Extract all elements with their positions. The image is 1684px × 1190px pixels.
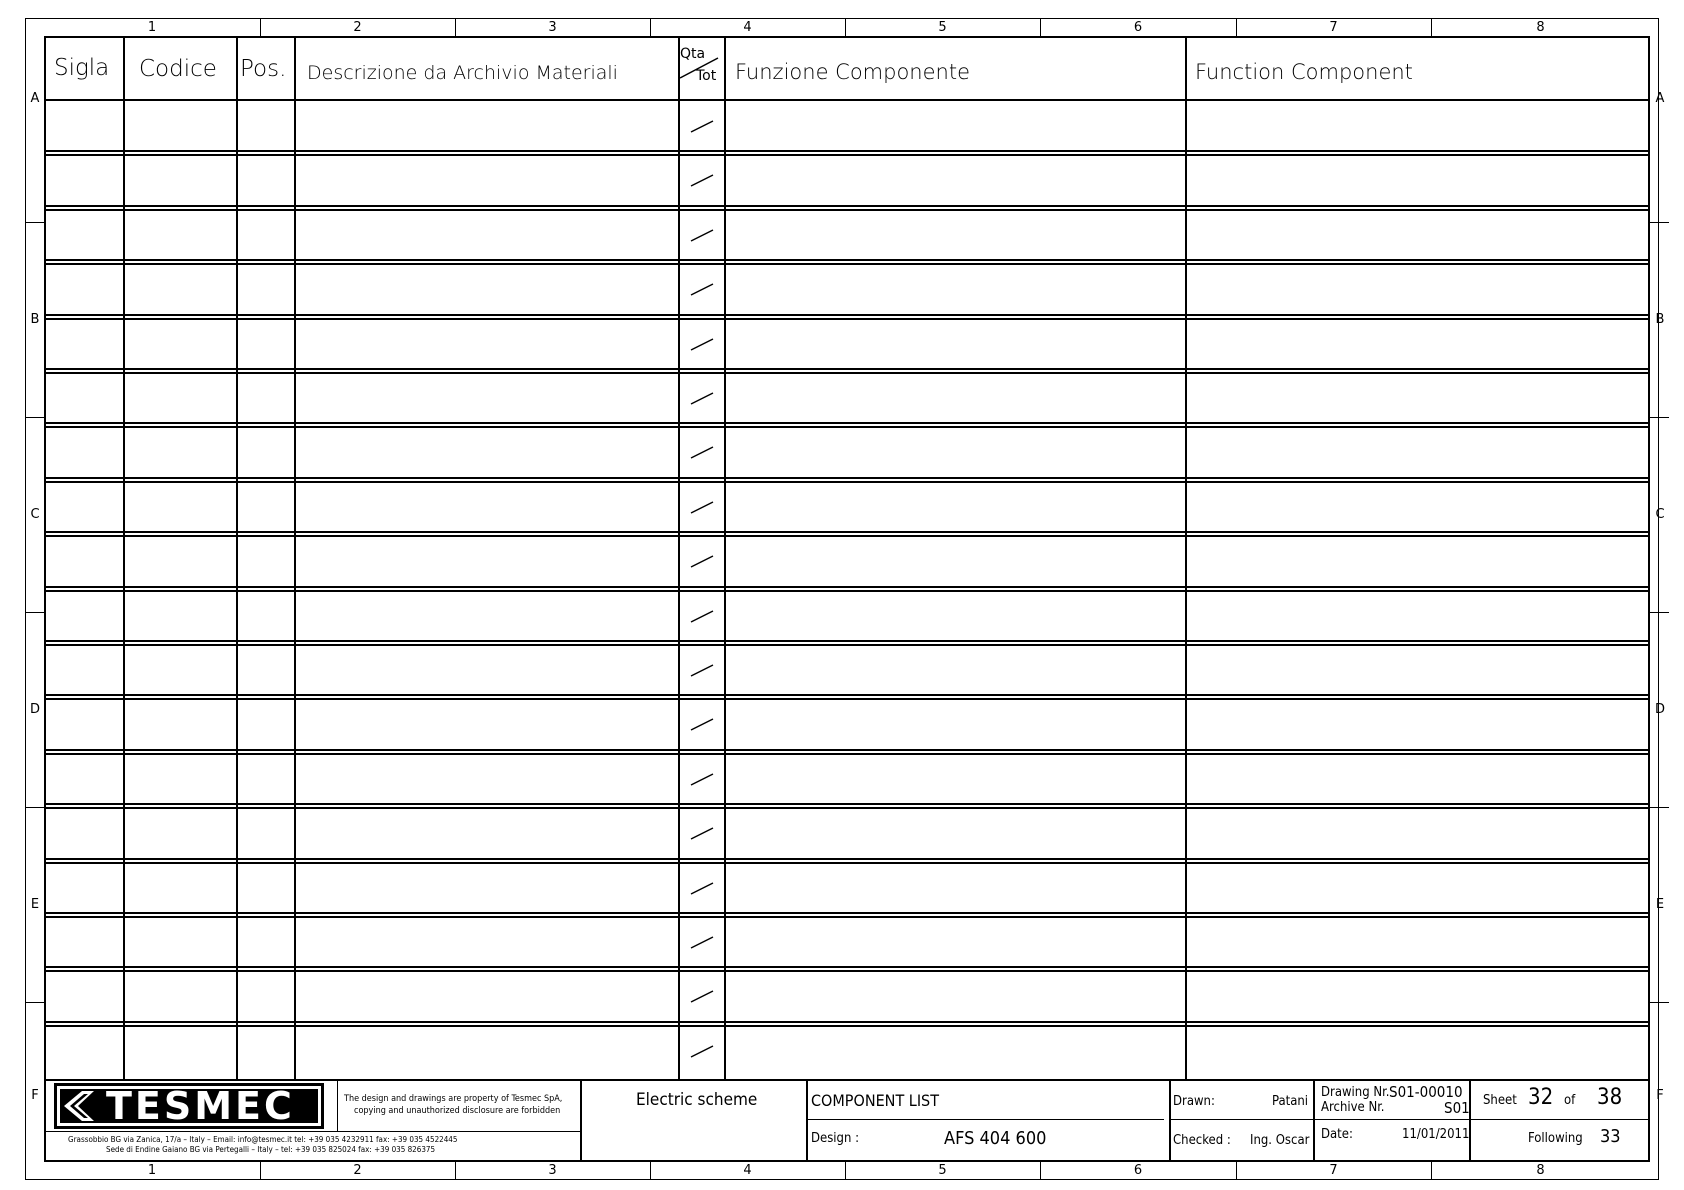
table-row-separator — [44, 535, 1650, 537]
table-row-separator — [44, 481, 1650, 483]
table-row-separator — [44, 368, 1650, 370]
qty-placeholder-icon — [690, 444, 714, 465]
zone-tick — [260, 18, 261, 36]
zone-column-top: 8 — [1536, 20, 1545, 35]
qty-placeholder-icon — [690, 1043, 714, 1064]
table-row-separator — [44, 807, 1650, 809]
header-function: Function Component — [1195, 60, 1413, 84]
zone-row-right: F — [1656, 1088, 1664, 1103]
notice-line-2: copying and unauthorized disclosure are forbidden — [354, 1106, 561, 1116]
company-logo — [54, 1083, 324, 1129]
zone-tick — [1040, 18, 1041, 36]
zone-tick — [1650, 807, 1669, 808]
table-row-separator — [44, 531, 1650, 533]
table-row-separator — [44, 640, 1650, 642]
qty-placeholder-icon — [690, 336, 714, 357]
qty-placeholder-icon — [690, 499, 714, 520]
zone-tick — [1431, 1162, 1432, 1180]
table-row-separator — [44, 803, 1650, 805]
zone-tick — [455, 18, 456, 36]
table-row-separator — [44, 694, 1650, 696]
table-row-separator — [44, 263, 1650, 265]
zone-row-left: A — [30, 91, 40, 106]
table-row-separator — [44, 858, 1650, 860]
zone-column-bottom: 3 — [548, 1163, 557, 1178]
zone-tick — [650, 1162, 651, 1180]
qty-placeholder-icon — [690, 172, 714, 193]
design-label: Design : — [811, 1131, 860, 1146]
table-row-separator — [44, 970, 1650, 972]
table-column-divider — [294, 36, 296, 1080]
table-row-separator — [44, 753, 1650, 755]
table-row-separator — [44, 426, 1650, 428]
table-row-separator — [44, 749, 1650, 751]
zone-tick — [25, 807, 44, 808]
zone-column-top: 4 — [743, 20, 752, 35]
zone-tick — [1431, 18, 1432, 36]
zone-tick — [25, 1002, 44, 1003]
zone-tick — [25, 222, 44, 223]
zone-tick — [455, 1162, 456, 1180]
header-descrizione: Descrizione da Archivio Materiali — [307, 62, 618, 84]
table-row-separator — [44, 916, 1650, 918]
fraction-slash-icon — [678, 44, 724, 94]
design-value: AFS 404 600 — [944, 1128, 1047, 1149]
header-qta: Qta — [680, 46, 706, 62]
zone-row-left: E — [30, 896, 40, 912]
zone-tick — [1650, 417, 1669, 418]
title-block-top-line — [44, 1079, 1650, 1081]
table-row-separator — [44, 154, 1650, 156]
notice-line-1: The design and drawings are property of Tesmec SpA, — [344, 1094, 563, 1104]
zone-tick — [1236, 1162, 1237, 1180]
tb-divider-1 — [580, 1079, 582, 1162]
zone-column-top: 7 — [1329, 20, 1338, 35]
tb-divider-4 — [1313, 1079, 1315, 1162]
following-label: Following — [1528, 1131, 1583, 1146]
tb-divider-3 — [1169, 1079, 1171, 1162]
zone-column-bottom: 5 — [938, 1163, 947, 1178]
zone-tick — [845, 18, 846, 36]
table-row-separator — [44, 644, 1650, 646]
zone-column-bottom: 2 — [353, 1163, 362, 1178]
zone-row-right: A — [1655, 91, 1665, 106]
zone-column-bottom: 6 — [1133, 1163, 1143, 1178]
zone-column-top: 1 — [147, 20, 157, 35]
following-value: 33 — [1600, 1126, 1621, 1147]
checked-label: Checked : — [1173, 1133, 1231, 1148]
table-column-divider — [724, 36, 726, 1080]
zone-row-left: C — [30, 506, 40, 522]
table-row-separator — [44, 314, 1650, 316]
qty-placeholder-icon — [690, 880, 714, 901]
table-row-separator — [44, 205, 1650, 207]
archive-nr-label: Archive Nr. — [1321, 1100, 1385, 1115]
qty-placeholder-icon — [690, 227, 714, 248]
table-row-separator — [44, 966, 1650, 968]
archive-nr-value: S01 — [1444, 1099, 1470, 1117]
table-row-separator — [44, 862, 1650, 864]
scheme-title: Electric scheme — [636, 1090, 758, 1110]
zone-row-left: D — [29, 701, 40, 717]
tb-divider-5 — [1469, 1079, 1471, 1162]
header-bottom-line — [44, 99, 1650, 101]
zone-column-top: 5 — [938, 20, 947, 35]
header-qta-tot — [678, 44, 724, 94]
checked-value: Ing. Oscar — [1250, 1133, 1310, 1148]
qty-placeholder-icon — [690, 825, 714, 846]
qty-placeholder-icon — [690, 118, 714, 139]
list-title: COMPONENT LIST — [811, 1091, 939, 1110]
zone-tick — [260, 1162, 261, 1180]
header-funzione: Funzione Componente — [735, 60, 970, 84]
header-pos: Pos. — [240, 56, 287, 82]
tb-mid-line-2 — [1169, 1119, 1650, 1120]
qty-placeholder-icon — [690, 934, 714, 955]
logo-divider — [337, 1079, 338, 1131]
header-sigla: Sigla — [54, 55, 110, 81]
sheet-label: Sheet — [1483, 1093, 1517, 1108]
table-row-separator — [44, 698, 1650, 700]
qty-placeholder-icon — [690, 988, 714, 1009]
table-row-separator — [44, 1021, 1650, 1023]
date-value: 11/01/2011 — [1402, 1127, 1470, 1142]
address-line-1: Grassobbio BG via Zanica, 17/a – Italy – Email: info@tesmec.it tel: +39 035 4232911 fax: +39 035 4522445 — [68, 1135, 458, 1144]
header-tot: Tot — [696, 68, 717, 84]
qty-placeholder-icon — [690, 662, 714, 683]
company-name: TESMEC — [106, 1084, 295, 1128]
zone-column-top: 2 — [353, 20, 362, 35]
drawn-value: Patani — [1272, 1094, 1309, 1109]
zone-tick — [845, 1162, 846, 1180]
table-row-separator — [44, 422, 1650, 424]
zone-row-left: F — [31, 1088, 39, 1103]
table-column-divider — [1185, 36, 1187, 1080]
zone-tick — [1650, 222, 1669, 223]
of-value: 38 — [1597, 1085, 1623, 1110]
zone-tick — [1040, 1162, 1041, 1180]
qty-placeholder-icon — [690, 716, 714, 737]
zone-tick — [1236, 18, 1237, 36]
drawn-label: Drawn: — [1173, 1094, 1215, 1109]
table-row-separator — [44, 372, 1650, 374]
zone-column-bottom: 7 — [1329, 1163, 1338, 1178]
tb-divider-2 — [806, 1079, 808, 1162]
zone-row-right: E — [1655, 896, 1665, 912]
zone-column-top: 6 — [1133, 20, 1143, 35]
address-separator — [44, 1131, 580, 1132]
zone-row-right: B — [1655, 311, 1665, 327]
table-row-separator — [44, 586, 1650, 588]
table-row-separator — [44, 477, 1650, 479]
table-row-separator — [44, 912, 1650, 914]
table-row-separator — [44, 209, 1650, 211]
qty-placeholder-icon — [690, 390, 714, 411]
table-row-separator — [44, 590, 1650, 592]
table-row-separator — [44, 1025, 1650, 1027]
table-column-divider — [236, 36, 238, 1080]
tb-mid-line-1 — [806, 1119, 1164, 1120]
zone-tick — [25, 417, 44, 418]
table-row-separator — [44, 259, 1650, 261]
zone-tick — [650, 18, 651, 36]
drawing-nr-label: Drawing Nr. — [1321, 1085, 1390, 1100]
zone-row-right: D — [1654, 701, 1665, 717]
qty-placeholder-icon — [690, 771, 714, 792]
zone-column-bottom: 8 — [1536, 1163, 1545, 1178]
address-line-2: Sede di Endine Gaiano BG via Pertegalli – Italy – tel: +39 035 825024 fax: +39 035 826375 — [106, 1145, 436, 1154]
zone-column-top: 3 — [548, 20, 557, 35]
date-label: Date: — [1321, 1127, 1353, 1142]
zone-row-right: C — [1655, 506, 1665, 522]
zone-tick — [1650, 1002, 1669, 1003]
zone-row-left: B — [30, 311, 40, 327]
header-codice: Codice — [139, 56, 217, 82]
table-row-separator — [44, 318, 1650, 320]
table-row-separator — [44, 150, 1650, 152]
of-label: of — [1564, 1093, 1576, 1108]
table-column-divider — [678, 36, 680, 1080]
table-column-divider — [123, 36, 125, 1080]
drawing-nr-value: S01-00010 — [1389, 1083, 1463, 1101]
zone-column-bottom: 1 — [147, 1163, 157, 1178]
zone-tick — [1650, 612, 1669, 613]
sheet-value: 32 — [1528, 1085, 1554, 1110]
zone-tick — [25, 612, 44, 613]
qty-placeholder-icon — [690, 608, 714, 629]
qty-placeholder-icon — [690, 553, 714, 574]
zone-column-bottom: 4 — [743, 1163, 752, 1178]
qty-placeholder-icon — [690, 281, 714, 302]
